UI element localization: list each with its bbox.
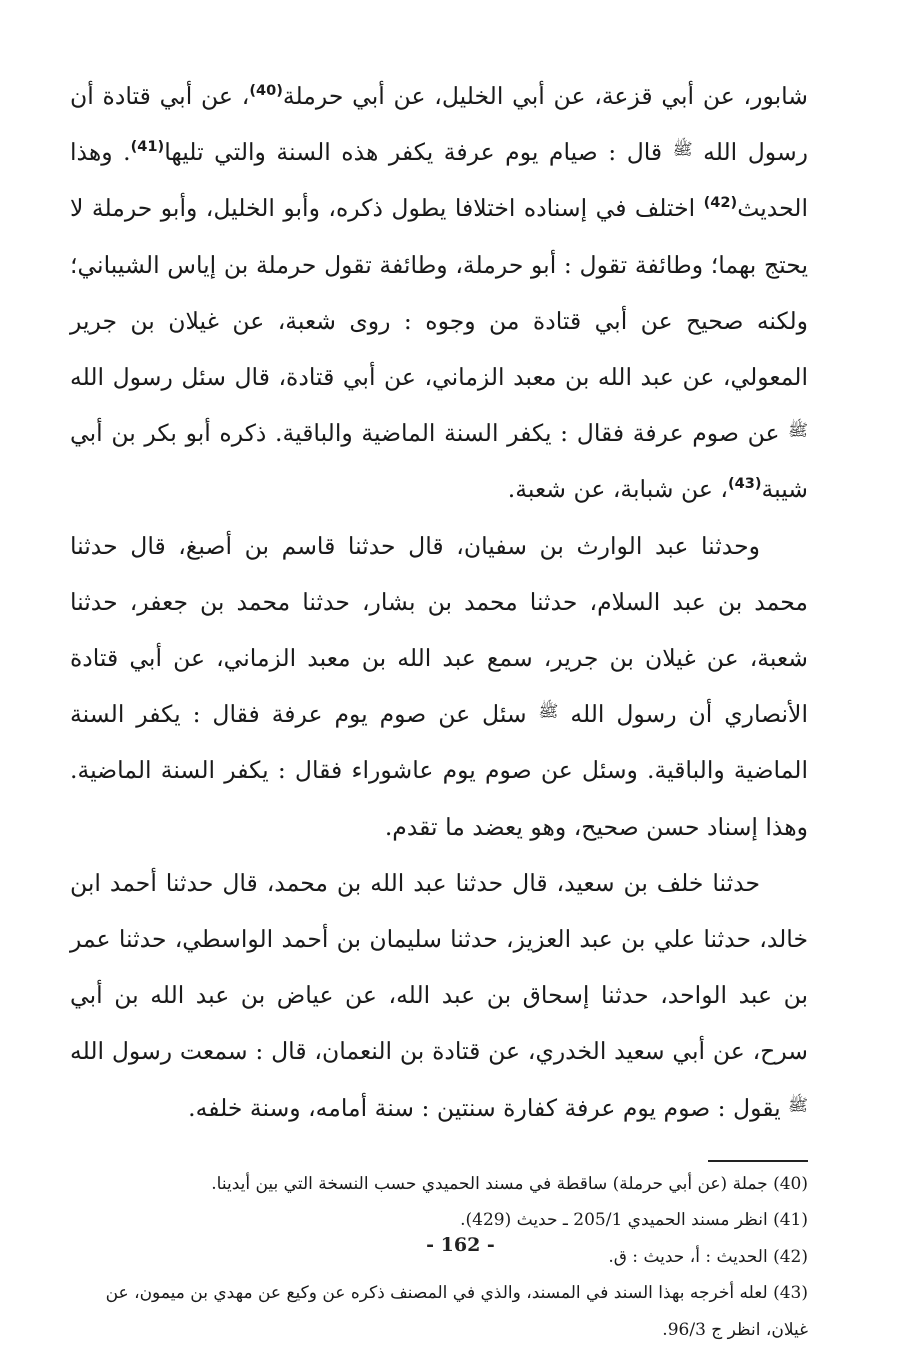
footnote-text: جملة (عن أبي حرملة) ساقطة في مسند الحميدي حسب النسخة التي بين أيدينا. — [211, 1173, 774, 1194]
text-run: ، عن شبابة، عن شعبة. — [507, 475, 728, 504]
footnote-ref-42[interactable]: (42) — [703, 194, 738, 212]
paragraph-3 — [70, 855, 808, 1136]
footnote-40 — [70, 1166, 808, 1203]
footnote-text: الحديث : أ، حديث : ق. — [608, 1246, 774, 1267]
footnote-number: (41) — [773, 1210, 808, 1231]
paragraph-1 — [70, 68, 808, 518]
footnote-ref-43[interactable]: (43) — [727, 475, 762, 493]
salutation-glyph: ﷺ — [788, 420, 808, 440]
text-run: ، عن أبي قتادة أن رسول الله — [70, 82, 808, 167]
text-run: وحدثنا عبد الوارث بن سفيان، قال حدثنا قاسم بن أصبغ، قال حدثنا محمد بن عبد السلام، حدثنا محمد بن بشار، حدثنا محمد بن جعفر، حدثنا شعبة، عن غيلان بن جرير، سمع عبد الله بن معبد الزماني، عن أبي قتادة الأنصاري أن رسول الله — [70, 531, 808, 729]
page-content — [70, 68, 808, 1348]
text-run: . وهذا الحديث — [70, 138, 808, 223]
paragraph-2 — [70, 518, 808, 855]
footnotes — [70, 1166, 808, 1348]
text-run: قال : صيام يوم عرفة يكفر هذه السنة والتي تليها — [164, 138, 673, 167]
main-text — [70, 68, 808, 1136]
salutation-glyph: ﷺ — [788, 1094, 808, 1114]
text-run: اختلف في إسناده اختلافا يطول ذكره، وأبو الخليل، وأبو حرملة لا يحتج بهما؛ وطائفة تقول : أبو حرملة، وطائفة تقول حرملة بن إياس الشيباني؛ ولكنه صحيح عن أبي قتادة من وجوه : روى شعبة، عن غيلان بن جرير المعولي، عن عبد الله بن معبد الزماني، عن أبي قتادة، قال سئل رسول الله — [70, 194, 808, 392]
page-number: - 162 - — [426, 1234, 495, 1256]
footnote-text: لعله أخرجه بهذا السند في المسند، والذي في المصنف ذكره عن وكيع عن مهدي بن ميمون، عن غيلان، انظر ج 96/3. — [105, 1283, 808, 1340]
footnote-text: انظر مسند الحميدي 205/1 ـ حديث (429). — [460, 1210, 774, 1231]
footnote-number: (40) — [773, 1173, 808, 1194]
footnote-number: (43) — [773, 1283, 808, 1304]
text-run: يقول : صوم يوم عرفة كفارة سنتين : سنة أمامه، وسنة خلفه. — [188, 1093, 789, 1122]
salutation-glyph: ﷺ — [538, 701, 559, 721]
salutation-glyph: ﷺ — [672, 139, 693, 159]
text-run: حدثنا خلف بن سعيد، قال حدثنا عبد الله بن محمد، قال حدثنا أحمد ابن خالد، حدثنا علي بن عبد العزيز، حدثنا سليمان بن أحمد الواسطي، حدثنا عمر بن عبد الواحد، حدثنا إسحاق بن عبد الله، عن عياض بن عبد الله بن أبي سرح، عن أبي سعيد الخدري، عن قتادة بن النعمان، قال : سمعت رسول الله — [70, 868, 808, 1066]
footnote-number: (42) — [773, 1246, 808, 1267]
footnote-ref-41[interactable]: (41) — [130, 138, 165, 156]
footnote-43 — [70, 1275, 808, 1348]
text-run: عن صوم عرفة فقال : يكفر السنة الماضية والباقية. ذكره أبو بكر بن أبي شيبة — [70, 419, 808, 504]
text-run: شابور، عن أبي قزعة، عن أبي الخليل، عن أبي حرملة — [282, 82, 809, 110]
footnote-ref-40[interactable]: (40) — [249, 82, 283, 100]
text-run: سئل عن صوم يوم عرفة فقال : يكفر السنة الماضية والباقية. وسئل عن صوم يوم عاشوراء فقال : يكفر السنة الماضية. وهذا إسناد حسن صحيح، وهو يعضد ما تقدم. — [70, 700, 808, 841]
footnote-divider — [708, 1160, 808, 1162]
